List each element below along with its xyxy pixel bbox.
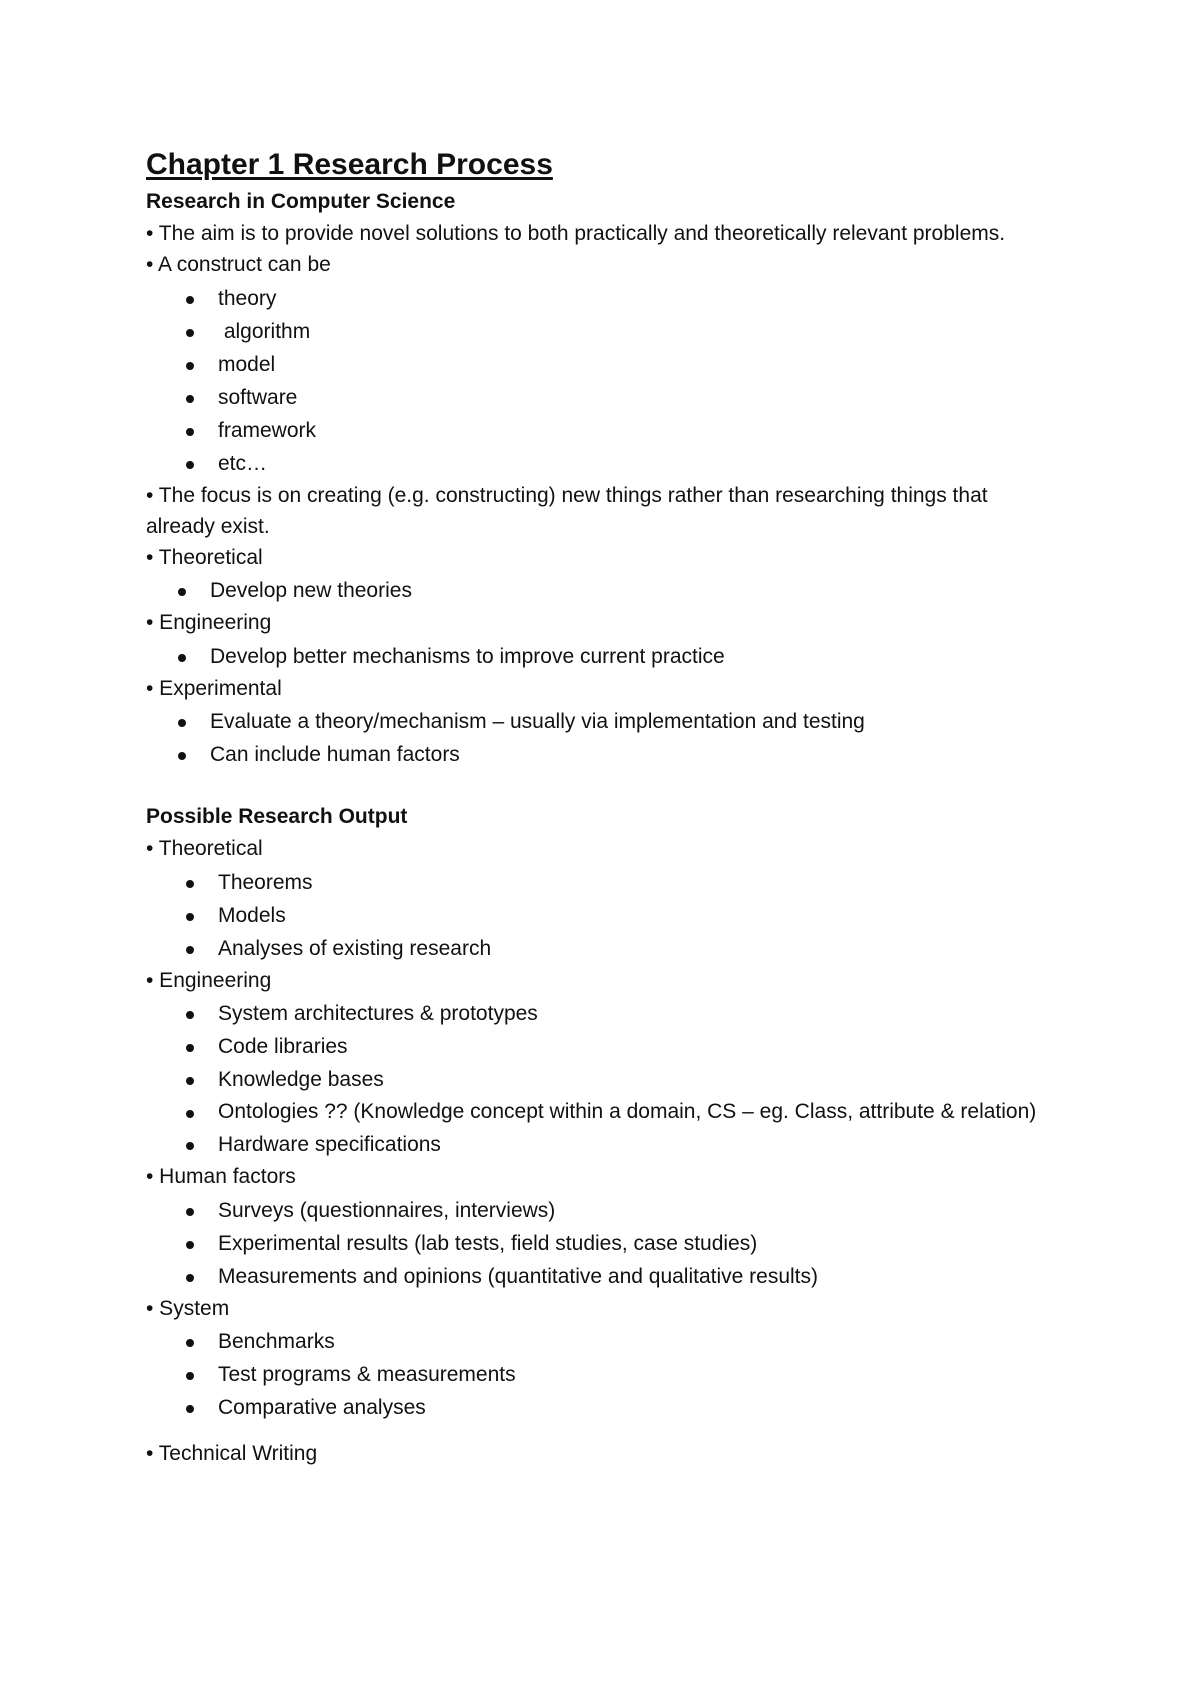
list-item-text: framework: [218, 418, 317, 442]
list-item: [146, 1128, 1046, 1161]
list-item-text: Can include human factors: [210, 743, 460, 766]
bullet-icon: [186, 1142, 194, 1150]
bullet-icon: [186, 913, 194, 921]
list-item: [146, 1063, 1046, 1096]
document-content: [146, 144, 1046, 1471]
list-item-text: Surveys (questionnaires, interviews): [218, 1198, 556, 1222]
bullet-icon: [178, 752, 186, 760]
bullet-icon: [186, 395, 194, 403]
list-item: [146, 315, 1046, 348]
bullet-icon: [186, 461, 194, 469]
bullet-icon: [186, 1339, 194, 1347]
list-item-text: theory: [218, 286, 277, 310]
bullet-icon: [186, 329, 194, 337]
list-item-text: software: [218, 385, 298, 409]
output-human-factors-list: [146, 1194, 1046, 1293]
list-item-text: algorithm: [218, 319, 311, 343]
section-heading-research-in-cs: Research in Computer Science: [146, 190, 456, 213]
output-engineering-list: [146, 997, 1046, 1161]
list-item: [146, 414, 1046, 447]
list-item: [146, 640, 1046, 673]
section-spacer: [146, 1424, 1046, 1438]
bullet-icon: [186, 296, 194, 304]
output-system-list: [146, 1325, 1046, 1424]
bullet-icon: [186, 1405, 194, 1413]
list-item: [146, 1391, 1046, 1424]
list-item-text: Comparative analyses: [218, 1396, 426, 1419]
bullet-icon: [186, 880, 194, 888]
output-engineering-label: • Engineering: [146, 968, 272, 992]
list-item: [146, 997, 1046, 1030]
list-item: [146, 1260, 1046, 1293]
output-theoretical-label: • Theoretical: [146, 837, 263, 860]
focus-paragraph: • The focus is on creating (e.g. constructing) new things rather than researching things that already exist.: [146, 483, 988, 538]
bullet-icon: [186, 362, 194, 370]
construct-intro: • A construct can be: [146, 253, 331, 276]
list-item: [146, 866, 1046, 899]
list-item-text: Develop better mechanisms to improve current practice: [210, 644, 725, 668]
list-item-text: Theorems: [218, 870, 313, 894]
list-item-text: Experimental results (lab tests, field studies, case studies): [218, 1231, 758, 1255]
list-item-text: etc…: [218, 451, 268, 475]
list-item: [146, 1096, 1046, 1128]
list-item: [146, 1358, 1046, 1391]
bullet-icon: [186, 946, 194, 954]
construct-list: [146, 282, 1046, 480]
list-item: [146, 738, 1046, 771]
list-item: [146, 1194, 1046, 1227]
list-item-text: Code libraries: [218, 1035, 348, 1058]
experimental-list: [146, 705, 1046, 771]
technical-writing-label: • Technical Writing: [146, 1442, 318, 1465]
list-item: [146, 1227, 1046, 1260]
list-item-text: Hardware specifications: [218, 1133, 441, 1156]
bullet-icon: [186, 1241, 194, 1249]
list-item-text: System architectures & prototypes: [218, 1002, 538, 1025]
bullet-icon: [186, 1110, 194, 1118]
list-item-text: Measurements and opinions (quantitative and qualitative results): [218, 1264, 819, 1288]
bullet-icon: [186, 1208, 194, 1216]
list-item-text: Models: [218, 903, 286, 927]
output-theoretical-list: [146, 866, 1046, 965]
list-item: [146, 1030, 1046, 1063]
list-item: [146, 447, 1046, 480]
theoretical-list: [146, 574, 1046, 607]
bullet-icon: [186, 1011, 194, 1019]
list-item: [146, 381, 1046, 414]
experimental-label: • Experimental: [146, 676, 282, 700]
output-human-factors-label: • Human factors: [146, 1165, 296, 1188]
list-item-text: Knowledge bases: [218, 1068, 384, 1091]
list-item-text: Ontologies ?? (Knowledge concept within a domain, CS – eg. Class, attribute & relation): [218, 1100, 1037, 1123]
list-item-text: Benchmarks: [218, 1330, 335, 1353]
section-spacer: [146, 771, 1046, 801]
bullet-icon: [178, 654, 186, 662]
list-item-text: Evaluate a theory/mechanism – usually via implementation and testing: [210, 710, 865, 733]
list-item: [146, 705, 1046, 738]
engineering-list: [146, 640, 1046, 673]
section-heading-possible-output: Possible Research Output: [146, 805, 408, 828]
list-item: [146, 282, 1046, 315]
list-item: [146, 348, 1046, 381]
bullet-icon: [186, 1077, 194, 1085]
theoretical-label: • Theoretical: [146, 545, 263, 569]
bullet-icon: [178, 588, 186, 596]
bullet-icon: [186, 1044, 194, 1052]
aim-paragraph: • The aim is to provide novel solutions to both practically and theoretically relevant problems.: [146, 222, 1006, 245]
list-item-text: Develop new theories: [210, 579, 412, 602]
output-system-label: • System: [146, 1296, 230, 1320]
bullet-icon: [186, 1274, 194, 1282]
bullet-icon: [186, 428, 194, 436]
page-title: Chapter 1 Research Process: [146, 148, 553, 181]
list-item-text: Analyses of existing research: [218, 936, 492, 960]
bullet-icon: [186, 1372, 194, 1380]
list-item: [146, 932, 1046, 965]
list-item-text: model: [218, 352, 276, 376]
bullet-icon: [178, 719, 186, 727]
engineering-label: • Engineering: [146, 611, 272, 634]
list-item: [146, 574, 1046, 607]
list-item-text: Test programs & measurements: [218, 1363, 516, 1386]
list-item: [146, 899, 1046, 932]
list-item: [146, 1325, 1046, 1358]
